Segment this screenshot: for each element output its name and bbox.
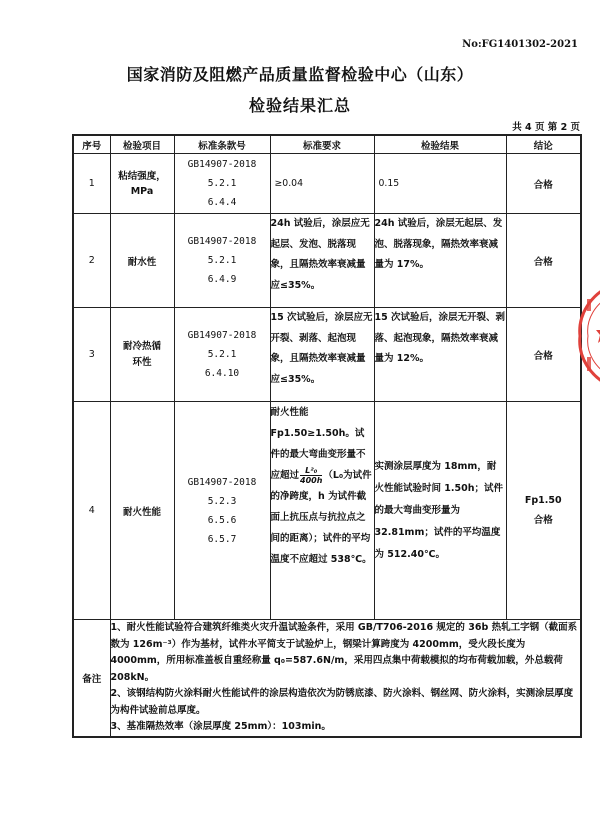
row-seq: 1 [73, 154, 110, 214]
requirement-part-b: （L₀为试件的净跨度，h 为试件截面上抗压点与抗拉点之间的距离）；试件的平均温度不应超过 538℃。 [270, 470, 372, 565]
clause-line: 5.2.1 [207, 255, 237, 266]
note-item: 2、该钢结构防火涂料耐火性能试件的涂层构造依次为防锈底漆、防火涂料、钢丝网、防火涂料，实测涂层厚度为构件试验前总厚度。 [110, 688, 574, 716]
header-result: 检验结果 [374, 135, 506, 154]
requirement-part-a: 耐火性能 Fp1.50≥1.50h。试件的最大弯曲变形量不应超过 [270, 407, 366, 481]
row-item: 耐水性 [110, 214, 174, 308]
table-row [73, 214, 581, 308]
conclusion-line2: 合格 [533, 514, 553, 526]
row-conclusion: 合格 [506, 154, 581, 214]
header-seq: 序号 [73, 135, 110, 154]
table-row [73, 154, 581, 214]
row-item: 耐火性能 [110, 402, 174, 620]
results-table [72, 134, 582, 738]
row-clause [174, 402, 270, 620]
row-requirement: 24h 试验后，涂层应无起层、发泡、脱落现象，且隔热效率衰减量应≤35%。 [270, 214, 374, 308]
note-item: 3、基准隔热效率（涂层厚度 25mm）：103min。 [110, 721, 331, 732]
clause-line: GB14907-2018 [187, 159, 257, 170]
header-conclusion: 结论 [506, 135, 581, 154]
row-conclusion [506, 402, 581, 620]
conclusion-line1: Fp1.50 [524, 494, 562, 506]
row-seq: 3 [73, 308, 110, 402]
row-result: 24h 试验后，涂层无起层、发泡、脱落现象，隔热效率衰减量为 17%。 [374, 214, 506, 308]
clause-line: 5.2.3 [207, 495, 237, 507]
row-clause [174, 154, 270, 214]
fraction-denominator: 400h [300, 476, 323, 485]
row-item-line2: MPa [130, 185, 154, 197]
row-conclusion: 合格 [506, 308, 581, 402]
table-row [73, 402, 581, 620]
table-row [73, 308, 581, 402]
row-seq: 2 [73, 214, 110, 308]
document-number: No:FG1401302-2021 [462, 39, 578, 50]
row-clause [174, 214, 270, 308]
seal-stamp-icon [578, 283, 600, 389]
deflection-fraction [300, 466, 322, 485]
clause-line: 6.5.6 [207, 514, 237, 526]
clause-line: 5.2.1 [207, 349, 237, 360]
row-requirement: ≥0.04 [270, 154, 374, 214]
notes-label: 备注 [73, 620, 110, 737]
header-clause: 标准条款号 [174, 135, 270, 154]
clause-line: GB14907-2018 [187, 476, 257, 488]
row-item [110, 308, 174, 402]
clause-line: 6.4.10 [204, 368, 240, 379]
document-subtitle: 检验结果汇总 [248, 96, 351, 115]
fraction-numerator: L²₀ [300, 466, 322, 476]
notes-content [110, 620, 581, 737]
row-item [110, 154, 174, 214]
table-header-row [73, 135, 581, 154]
clause-line: 6.5.7 [207, 533, 237, 545]
note-item: 1、耐火性能试验符合建筑纤维类火灾升温试验条件，采用 GB/T706-2016 规定的 36b 热轧工字钢（截面系数为 126m⁻³）作为基材，试件水平简支于试验炉上，钢梁计算跨度为 4200mm，受火段长度为 4000mm，所用标准盖板自重经称量 q₀=587.6N/m，采用四点集中荷载模拟的均布荷载加载，外总载荷 208kN。 [110, 622, 578, 683]
row-item-line1: 耐冷热循 [122, 340, 161, 352]
clause-line: 6.4.4 [207, 197, 237, 208]
row-seq: 4 [73, 402, 110, 620]
clause-line: 6.4.9 [207, 274, 237, 285]
header-item: 检验项目 [110, 135, 174, 154]
clause-line: GB14907-2018 [187, 236, 257, 247]
row-result: 0.15 [374, 154, 506, 214]
row-item-line1: 粘结强度， [118, 170, 166, 182]
page-info: 共 4 页 第 2 页 [512, 122, 580, 133]
row-conclusion: 合格 [506, 214, 581, 308]
row-item-line2: 环性 [132, 356, 152, 368]
notes-row [73, 620, 581, 737]
document-title: 国家消防及阻燃产品质量监督检验中心（山东） [126, 65, 474, 84]
clause-line: 5.2.1 [207, 178, 237, 189]
row-result: 实测涂层厚度为 18mm，耐火性能试验时间 1.50h；试件的最大弯曲变形量为 32.81mm；试件的平均温度为 512.40℃。 [374, 402, 506, 620]
row-requirement [270, 402, 374, 620]
row-clause [174, 308, 270, 402]
clause-line: GB14907-2018 [187, 330, 257, 341]
row-requirement: 15 次试验后，涂层应无开裂、剥落、起泡现象，且隔热效率衰减量应≤35%。 [270, 308, 374, 402]
header-requirement: 标准要求 [270, 135, 374, 154]
row-result: 15 次试验后，涂层无开裂、剥落、起泡现象，隔热效率衰减量为 12%。 [374, 308, 506, 402]
